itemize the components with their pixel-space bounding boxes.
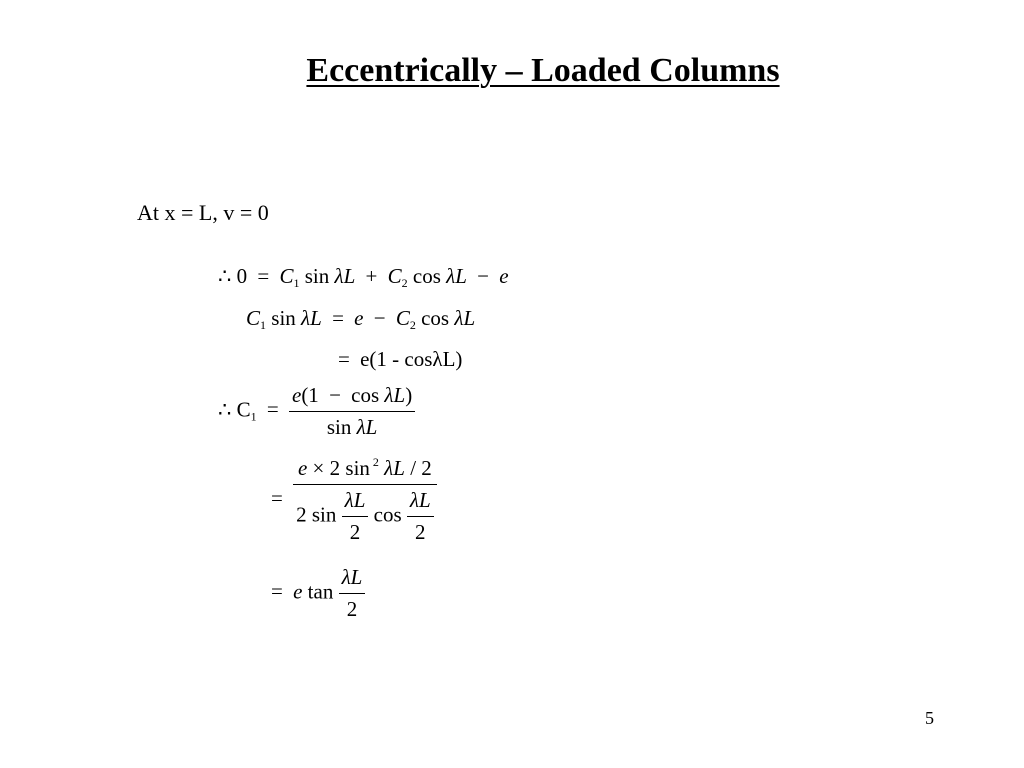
equation-line-4: ∴ $C_1$ = $\frac{\text{e(1 − cos λL)}}{\text{sin λL}}$ xyxy=(218,383,415,440)
equation-line-3: = e(1 - cosλL) xyxy=(338,347,463,371)
equation-line-1: ∴ $0 = C_1$ $\sin \lambda L + C_2$ cos λL − e xyxy=(218,264,509,290)
therefore-symbol: ∴ xyxy=(218,264,232,288)
therefore-symbol: ∴ xyxy=(218,397,232,422)
half-angle-fraction: $\frac{\lambda L}{2}$ xyxy=(342,488,369,545)
tan-argument-fraction: $\frac{\lambda L}{2}$ xyxy=(339,565,366,622)
equation-line-6: = e tan $\frac{\lambda L}{2}$ xyxy=(271,565,365,622)
equation-line-5: = e × 2 sin $^2$ λL / 2 2 sin $\frac{\lambda L}{2}$ cos $\frac{\lambda L}{2}$ xyxy=(271,455,437,545)
c1-fraction: $\frac{\text{e(1 − cos λL)}}{\text{sin λL}}$ xyxy=(289,383,415,440)
double-angle-fraction: e × 2 sin $^2$ λL / 2 2 sin $\frac{\lambda L}{2}$ cos $\frac{\lambda L}{2}$ xyxy=(293,455,437,545)
page-number: 5 xyxy=(925,708,934,728)
slide-title: Eccentrically – Loaded Columns xyxy=(306,52,780,89)
equation-line-2: $C_1$ $\sin \lambda L = e - C_2$ cos λL xyxy=(246,306,476,332)
boundary-condition: At x = L, v = 0 xyxy=(137,200,269,225)
half-angle-fraction: $\frac{\lambda L}{2}$ xyxy=(407,488,434,545)
